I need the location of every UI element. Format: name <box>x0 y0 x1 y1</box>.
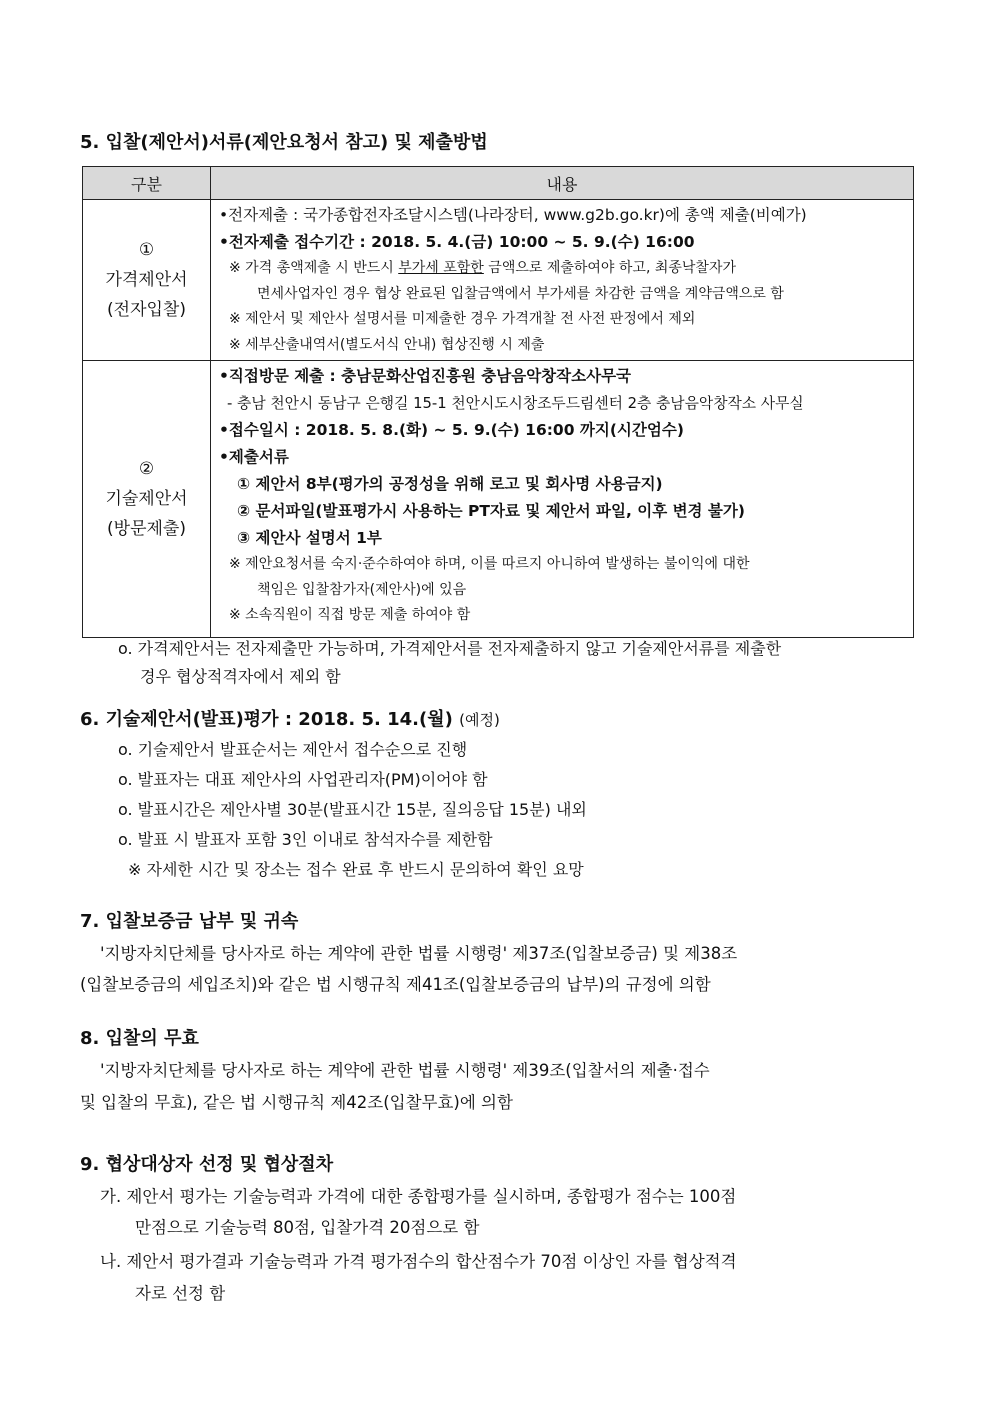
content-line: •접수일시 : 2018. 5. 8.(화) ~ 5. 9.(수) 16:00 까지(시간엄수) <box>219 421 684 439</box>
section-8-title: 8. 입찰의 무효 <box>80 1028 199 1049</box>
section-6-title-text: 6. 기술제안서(발표)평가 : 2018. 5. 14.(월) <box>80 709 453 730</box>
section-9-item: 가. 제안서 평가는 기술능력과 가격에 대한 종합평가를 실시하며, 종합평가 점수는 100점 <box>100 1187 737 1206</box>
tech-proposal-content <box>211 361 914 638</box>
note-line <box>219 256 909 282</box>
note-text: 금액으로 제출하여야 하고, 최종낙찰자가 <box>483 260 737 276</box>
submission-table <box>82 166 914 638</box>
section-7-text: (입찰보증금의 세입조치)와 같은 법 시행규칙 제41조(입찰보증금의 납부)의 규정에 의함 <box>80 975 711 994</box>
section-7-title: 7. 입찰보증금 납부 및 귀속 <box>80 911 299 932</box>
section-8-text: 및 입찰의 무효), 같은 법 시행규칙 제42조(입찰무효)에 의함 <box>80 1093 513 1112</box>
note-line: ※ 제안서 및 제안사 설명서를 미제출한 경우 가격개찰 전 사전 판정에서 제외 <box>229 311 696 327</box>
note-line: ※ 제안요청서를 숙지·준수하여야 하며, 이를 따르지 아니하여 발생하는 불이익에 대한 <box>229 556 750 572</box>
price-proposal-category <box>83 200 211 361</box>
category-method: (전자입찰) <box>107 300 186 320</box>
section-6-note: ※ 자세한 시간 및 장소는 접수 완료 후 반드시 문의하여 확인 요망 <box>128 860 584 879</box>
content-line: •전자제출 : 국가종합전자조달시스템(나라장터, www.g2b.go.kr)에 총액 제출(비예가) <box>219 206 807 224</box>
document-item: ① 제안서 8부(평가의 공정성을 위해 로고 및 회사명 사용금지) <box>237 475 663 493</box>
col-content-header: 내용 <box>211 167 914 200</box>
section-8-text: '지방자치단체를 당사자로 하는 계약에 관한 법률 시행령' 제39조(입찰서의 제출·접수 <box>100 1061 710 1080</box>
section-9-item-cont: 만점으로 기술능력 80점, 입찰가격 20점으로 함 <box>135 1218 480 1237</box>
content-line: - 충남 천안시 동남구 은행길 15-1 천안시도시창조두드림센터 2층 충남음악창작소 사무실 <box>227 395 804 412</box>
note-line: 책임은 입찰참가자(제안사)에 있음 <box>257 581 467 598</box>
section-9-item: 나. 제안서 평가결과 기술능력과 가격 평가점수의 합산점수가 70점 이상인 자를 협상적격 <box>100 1252 737 1271</box>
section-7-text: '지방자치단체를 당사자로 하는 계약에 관한 법률 시행령' 제37조(입찰보증금) 및 제38조 <box>100 944 738 963</box>
category-name: 기술제안서 <box>105 489 188 509</box>
price-proposal-content <box>211 200 914 361</box>
document-item: ③ 제안사 설명서 1부 <box>237 529 382 547</box>
note-line: 면세사업자인 경우 협상 완료된 입찰금액에서 부가세를 차감한 금액을 계약금액으로 함 <box>257 285 784 302</box>
list-item: o. 발표자는 대표 제안사의 사업관리자(PM)이어야 함 <box>118 770 488 789</box>
section-9-item-cont: 자로 선정 함 <box>135 1284 226 1303</box>
tech-proposal-category <box>83 361 211 638</box>
note-text: ※ 가격 총액제출 시 반드시 <box>229 260 399 276</box>
table-row <box>83 361 914 638</box>
section-5-title: 5. 입찰(제안서)서류(제안요청서 참고) 및 제출방법 <box>80 132 488 153</box>
section-5-note: o. 가격제안서는 전자제출만 가능하며, 가격제안서를 전자제출하지 않고 기술제안서류를 제출한 <box>118 639 782 658</box>
note-line: ※ 세부산출내역서(별도서식 안내) 협상진행 시 제출 <box>229 336 545 353</box>
content-line: •제출서류 <box>219 448 289 466</box>
list-item: o. 발표 시 발표자 포함 3인 이내로 참석자수를 제한함 <box>118 830 493 849</box>
tentative-label: (예정) <box>459 711 500 729</box>
note-underlined: 부가세 포함한 <box>398 260 484 276</box>
table-header-row <box>83 167 914 200</box>
section-5-note-cont: 경우 협상적격자에서 제외 함 <box>140 667 341 686</box>
category-number: ② <box>138 459 155 479</box>
table-row <box>83 200 914 361</box>
content-line: •직접방문 제출 : 충남문화산업진흥원 충남음악창작소사무국 <box>219 367 632 385</box>
note-line: ※ 소속직원이 직접 방문 제출 하여야 함 <box>229 607 471 623</box>
section-6-title <box>80 705 500 731</box>
col-category-header: 구분 <box>83 167 211 200</box>
list-item: o. 기술제안서 발표순서는 제안서 접수순으로 진행 <box>118 740 468 759</box>
category-name: 가격제안서 <box>105 270 188 290</box>
content-line: •전자제출 접수기간 : 2018. 5. 4.(금) 10:00 ~ 5. 9.(수) 16:00 <box>219 233 695 251</box>
section-9-title: 9. 협상대상자 선정 및 협상절차 <box>80 1154 334 1175</box>
category-number: ① <box>138 240 155 260</box>
document-item: ② 문서파일(발표평가시 사용하는 PT자료 및 제안서 파일, 이후 변경 불가) <box>237 502 745 520</box>
list-item: o. 발표시간은 제안사별 30분(발표시간 15분, 질의응답 15분) 내외 <box>118 800 587 819</box>
category-method: (방문제출) <box>107 519 186 539</box>
